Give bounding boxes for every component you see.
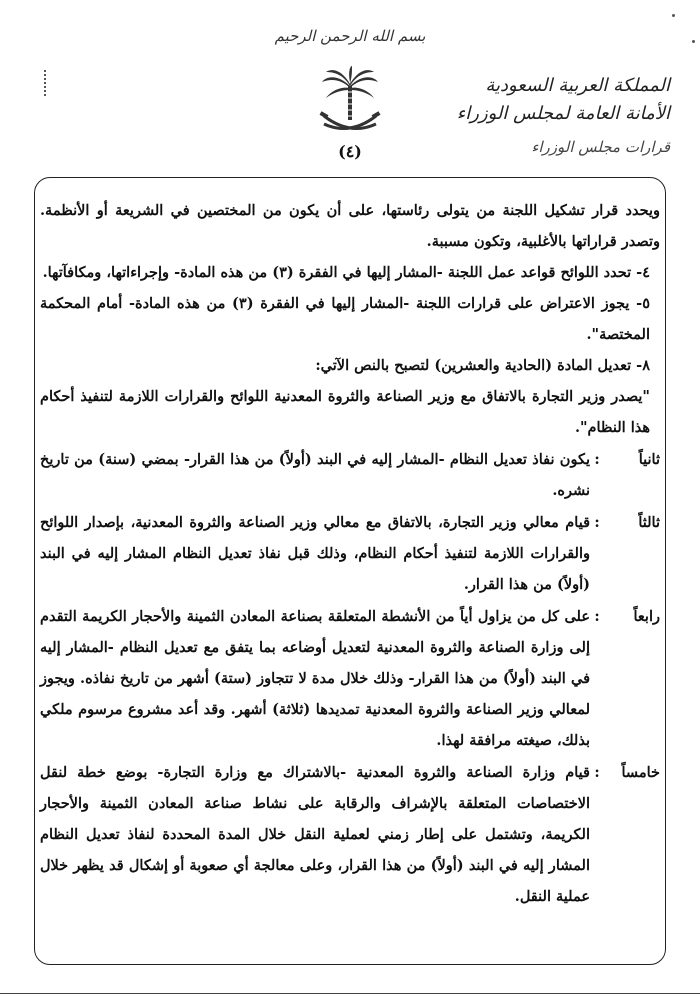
corner-dot: [692, 40, 695, 43]
clause-colon: :: [594, 514, 600, 531]
org-line-country: المملكة العربية السعودية: [485, 75, 670, 96]
amendment-text: "يصدر وزير التجارة بالاتفاق مع وزير الصناعة والثروة المعدنية اللوائح والقرارات اللازمة لتنفيذ أحكام هذا النظام".: [40, 388, 650, 436]
clause-fourth: [40, 601, 660, 756]
clause-label: رابعاً: [633, 608, 660, 625]
numbered-paragraph-5: ٥- يجوز الاعتراض على قرارات اللجنة -المشار إليها في الفقرة (٣) من هذه المادة- أمام المحكمة المختصة".: [40, 295, 650, 343]
clause-colon: :: [594, 608, 600, 625]
amendment-heading: ٨- تعديل المادة (الحادية والعشرين) لتصبح بالنص الآتي:: [315, 357, 650, 374]
clause-second: [40, 444, 660, 506]
clause-third: [40, 507, 660, 600]
corner-dot: [672, 14, 675, 17]
clause-text: يكون نفاذ تعديل النظام -المشار إليه في البند (أولاً) من هذا القرار- بمضي (سنة) من تاريخ نشره.: [40, 451, 590, 499]
clause-label: خامساً: [621, 764, 660, 781]
org-subtitle: قرارات مجلس الوزراء: [531, 138, 670, 156]
clause-text: قيام معالي وزير التجارة، بالاتفاق مع معالي وزير الصناعة والثروة المعدنية، بإصدار اللوائح والقرارات اللازمة لتنفيذ أحكام النظام، وذلك قبل نفاذ تعديل النظام المشار إليه في البند (أولاً) من هذا القرار.: [40, 514, 590, 593]
clause-colon: :: [594, 451, 600, 468]
clause-text: على كل من يزاول أياً من الأنشطة المتعلقة بصناعة المعادن الثمينة والأحجار الكريمة التقدم إلى وزارة الصناعة والثروة المعدنية لتعديل أوضاعه بما يتفق مع تعديل النظام -المشار إليه في البند (أولاً) من هذا القرار- وذلك خلال مدة لا تتجاوز (ستة) أشهر من تاريخ نفاذه. ويجوز لمعالي وزير الصناعة والثروة المعدنية تمديدها (ثلاثة) أشهر. وقد أعد مشروع مرسوم ملكي بذلك، صيغته مرافقة لهذا.: [40, 608, 590, 749]
basmala-heading: بسم الله الرحمن الرحيم: [274, 27, 426, 45]
page-number: (٤): [338, 142, 362, 161]
clause-label: ثالثاً: [638, 514, 660, 531]
organization-header: [456, 72, 670, 160]
margin-mark: [44, 70, 48, 96]
intro-paragraph: ويحدد قرار تشكيل اللجنة من يتولى رئاستها، على أن يكون من المختصين في الشريعة أو الأنظمة. وتصدر قراراتها بالأغلبية، وتكون مسببة.: [40, 202, 660, 250]
clause-colon: :: [594, 764, 600, 781]
clause-text: قيام وزارة الصناعة والثروة المعدنية -بالاشتراك مع وزارة التجارة- بوضع خطة لنقل الاختصاصات المتعلقة بالإشراف والرقابة على نشاط صناعة المعادن الثمينة والأحجار الكريمة، وتشتمل على إطار زمني لعملية النقل خلال المدة المحددة لنفاذ تعديل النظام المشار إليه في البند (أولاً) من هذا القرار، وعلى معالجة أي صعوبة أو إشكال قد يظهر خلال عملية النقل.: [40, 764, 590, 905]
page-bottom-rule: [0, 993, 700, 994]
numbered-paragraph-4: ٤- تحدد اللوائح قواعد عمل اللجنة -المشار إليها في الفقرة (٣) من هذه المادة- وإجراءاتها، ومكافآتها.: [42, 264, 650, 281]
palm-and-swords-emblem-icon: [318, 66, 382, 140]
clause-fifth: [40, 757, 660, 912]
decision-body: [40, 195, 660, 912]
org-line-secretariat: الأمانة العامة لمجلس الوزراء: [456, 103, 670, 124]
clause-label: ثانياً: [638, 451, 660, 468]
